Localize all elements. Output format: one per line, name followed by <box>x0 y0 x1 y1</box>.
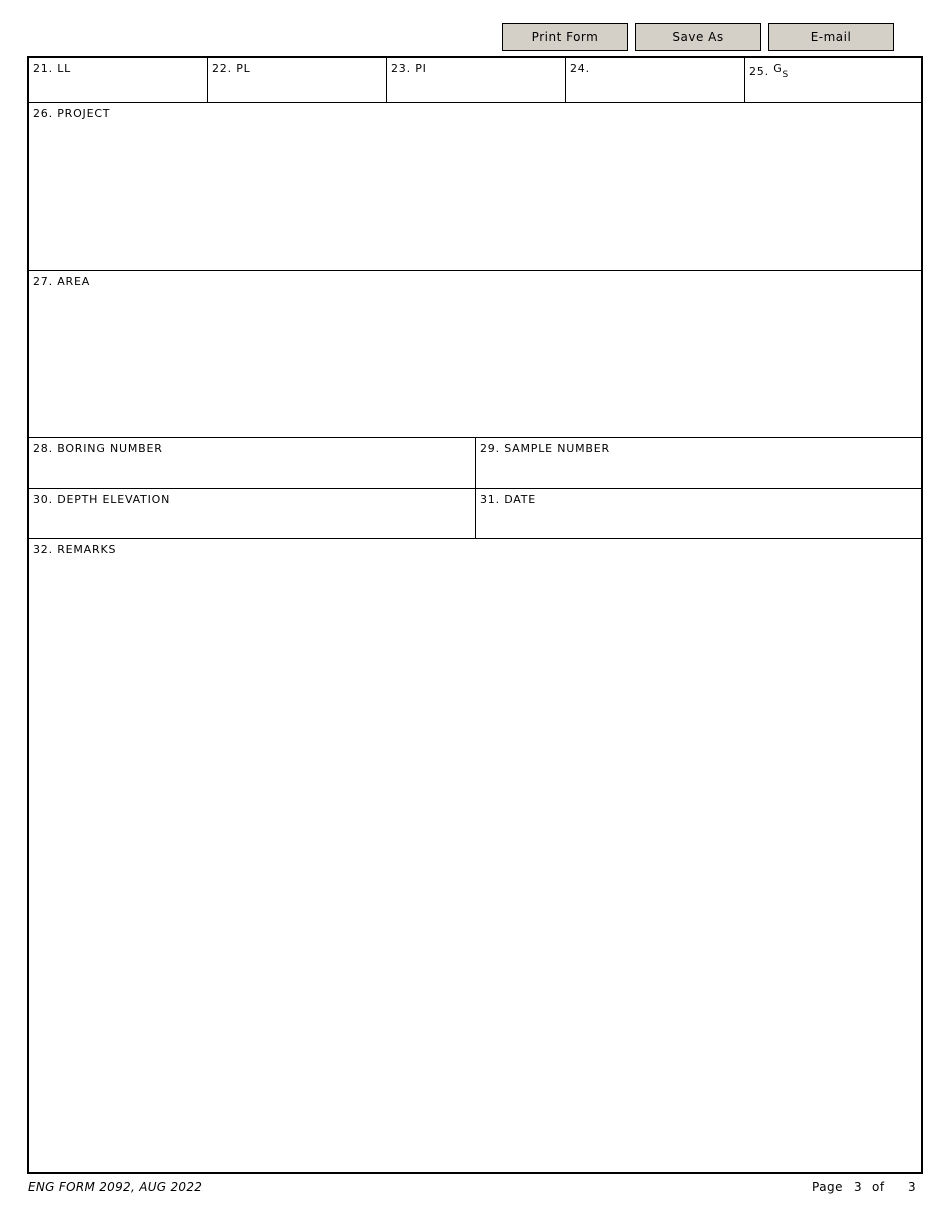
depth-elevation-field[interactable] <box>31 507 473 536</box>
boring-number-cell <box>29 438 476 488</box>
field-24-label: 24. <box>570 62 590 75</box>
ll-field[interactable] <box>31 76 205 100</box>
pl-cell <box>208 58 387 102</box>
gs-label-prefix: 25. <box>749 65 769 78</box>
pi-cell <box>387 58 566 102</box>
boring-number-field[interactable] <box>31 456 473 486</box>
date-field[interactable] <box>478 507 919 536</box>
limits-row <box>29 58 921 103</box>
page-indicator <box>812 1180 916 1194</box>
depth-elevation-cell <box>29 489 476 538</box>
project-field[interactable] <box>31 121 919 268</box>
print-form-button[interactable]: Print Form <box>502 23 628 51</box>
depth-date-row <box>29 489 921 539</box>
date-label: 31. DATE <box>480 493 537 506</box>
gs-field[interactable] <box>747 76 919 100</box>
pi-field[interactable] <box>389 76 563 100</box>
save-as-button[interactable]: Save As <box>635 23 761 51</box>
pl-label: 22. PL <box>212 62 251 75</box>
area-row <box>29 271 921 438</box>
project-row <box>29 103 921 271</box>
pl-field[interactable] <box>210 76 384 100</box>
gs-cell <box>745 58 921 102</box>
remarks-row <box>29 539 921 1172</box>
ll-label: 21. LL <box>33 62 72 75</box>
sample-number-field[interactable] <box>478 456 919 486</box>
remarks-label: 32. REMARKS <box>33 543 117 556</box>
gs-label-sub: S <box>782 70 789 80</box>
form-identifier: ENG FORM 2092, AUG 2022 <box>28 1180 203 1194</box>
date-cell <box>476 489 921 538</box>
depth-elevation-label: 30. DEPTH ELEVATION <box>33 493 171 506</box>
page-word: Page <box>812 1180 844 1194</box>
pi-label: 23. PI <box>391 62 427 75</box>
boring-sample-row <box>29 438 921 489</box>
boring-number-label: 28. BORING NUMBER <box>33 442 163 455</box>
page-of: of <box>872 1180 885 1194</box>
form-body <box>27 56 923 1174</box>
page-current: 3 <box>854 1180 863 1194</box>
project-label: 26. PROJECT <box>33 107 111 120</box>
area-label: 27. AREA <box>33 275 91 288</box>
page-total: 3 <box>908 1180 917 1194</box>
area-field[interactable] <box>31 289 919 435</box>
gs-label-main: G <box>773 62 783 75</box>
sample-number-label: 29. SAMPLE NUMBER <box>480 442 610 455</box>
remarks-field[interactable] <box>31 557 919 1170</box>
email-button[interactable]: E-mail <box>768 23 894 51</box>
sample-number-cell <box>476 438 921 488</box>
ll-cell <box>29 58 208 102</box>
field-24-cell <box>566 58 745 102</box>
field-24-input[interactable] <box>568 76 742 100</box>
